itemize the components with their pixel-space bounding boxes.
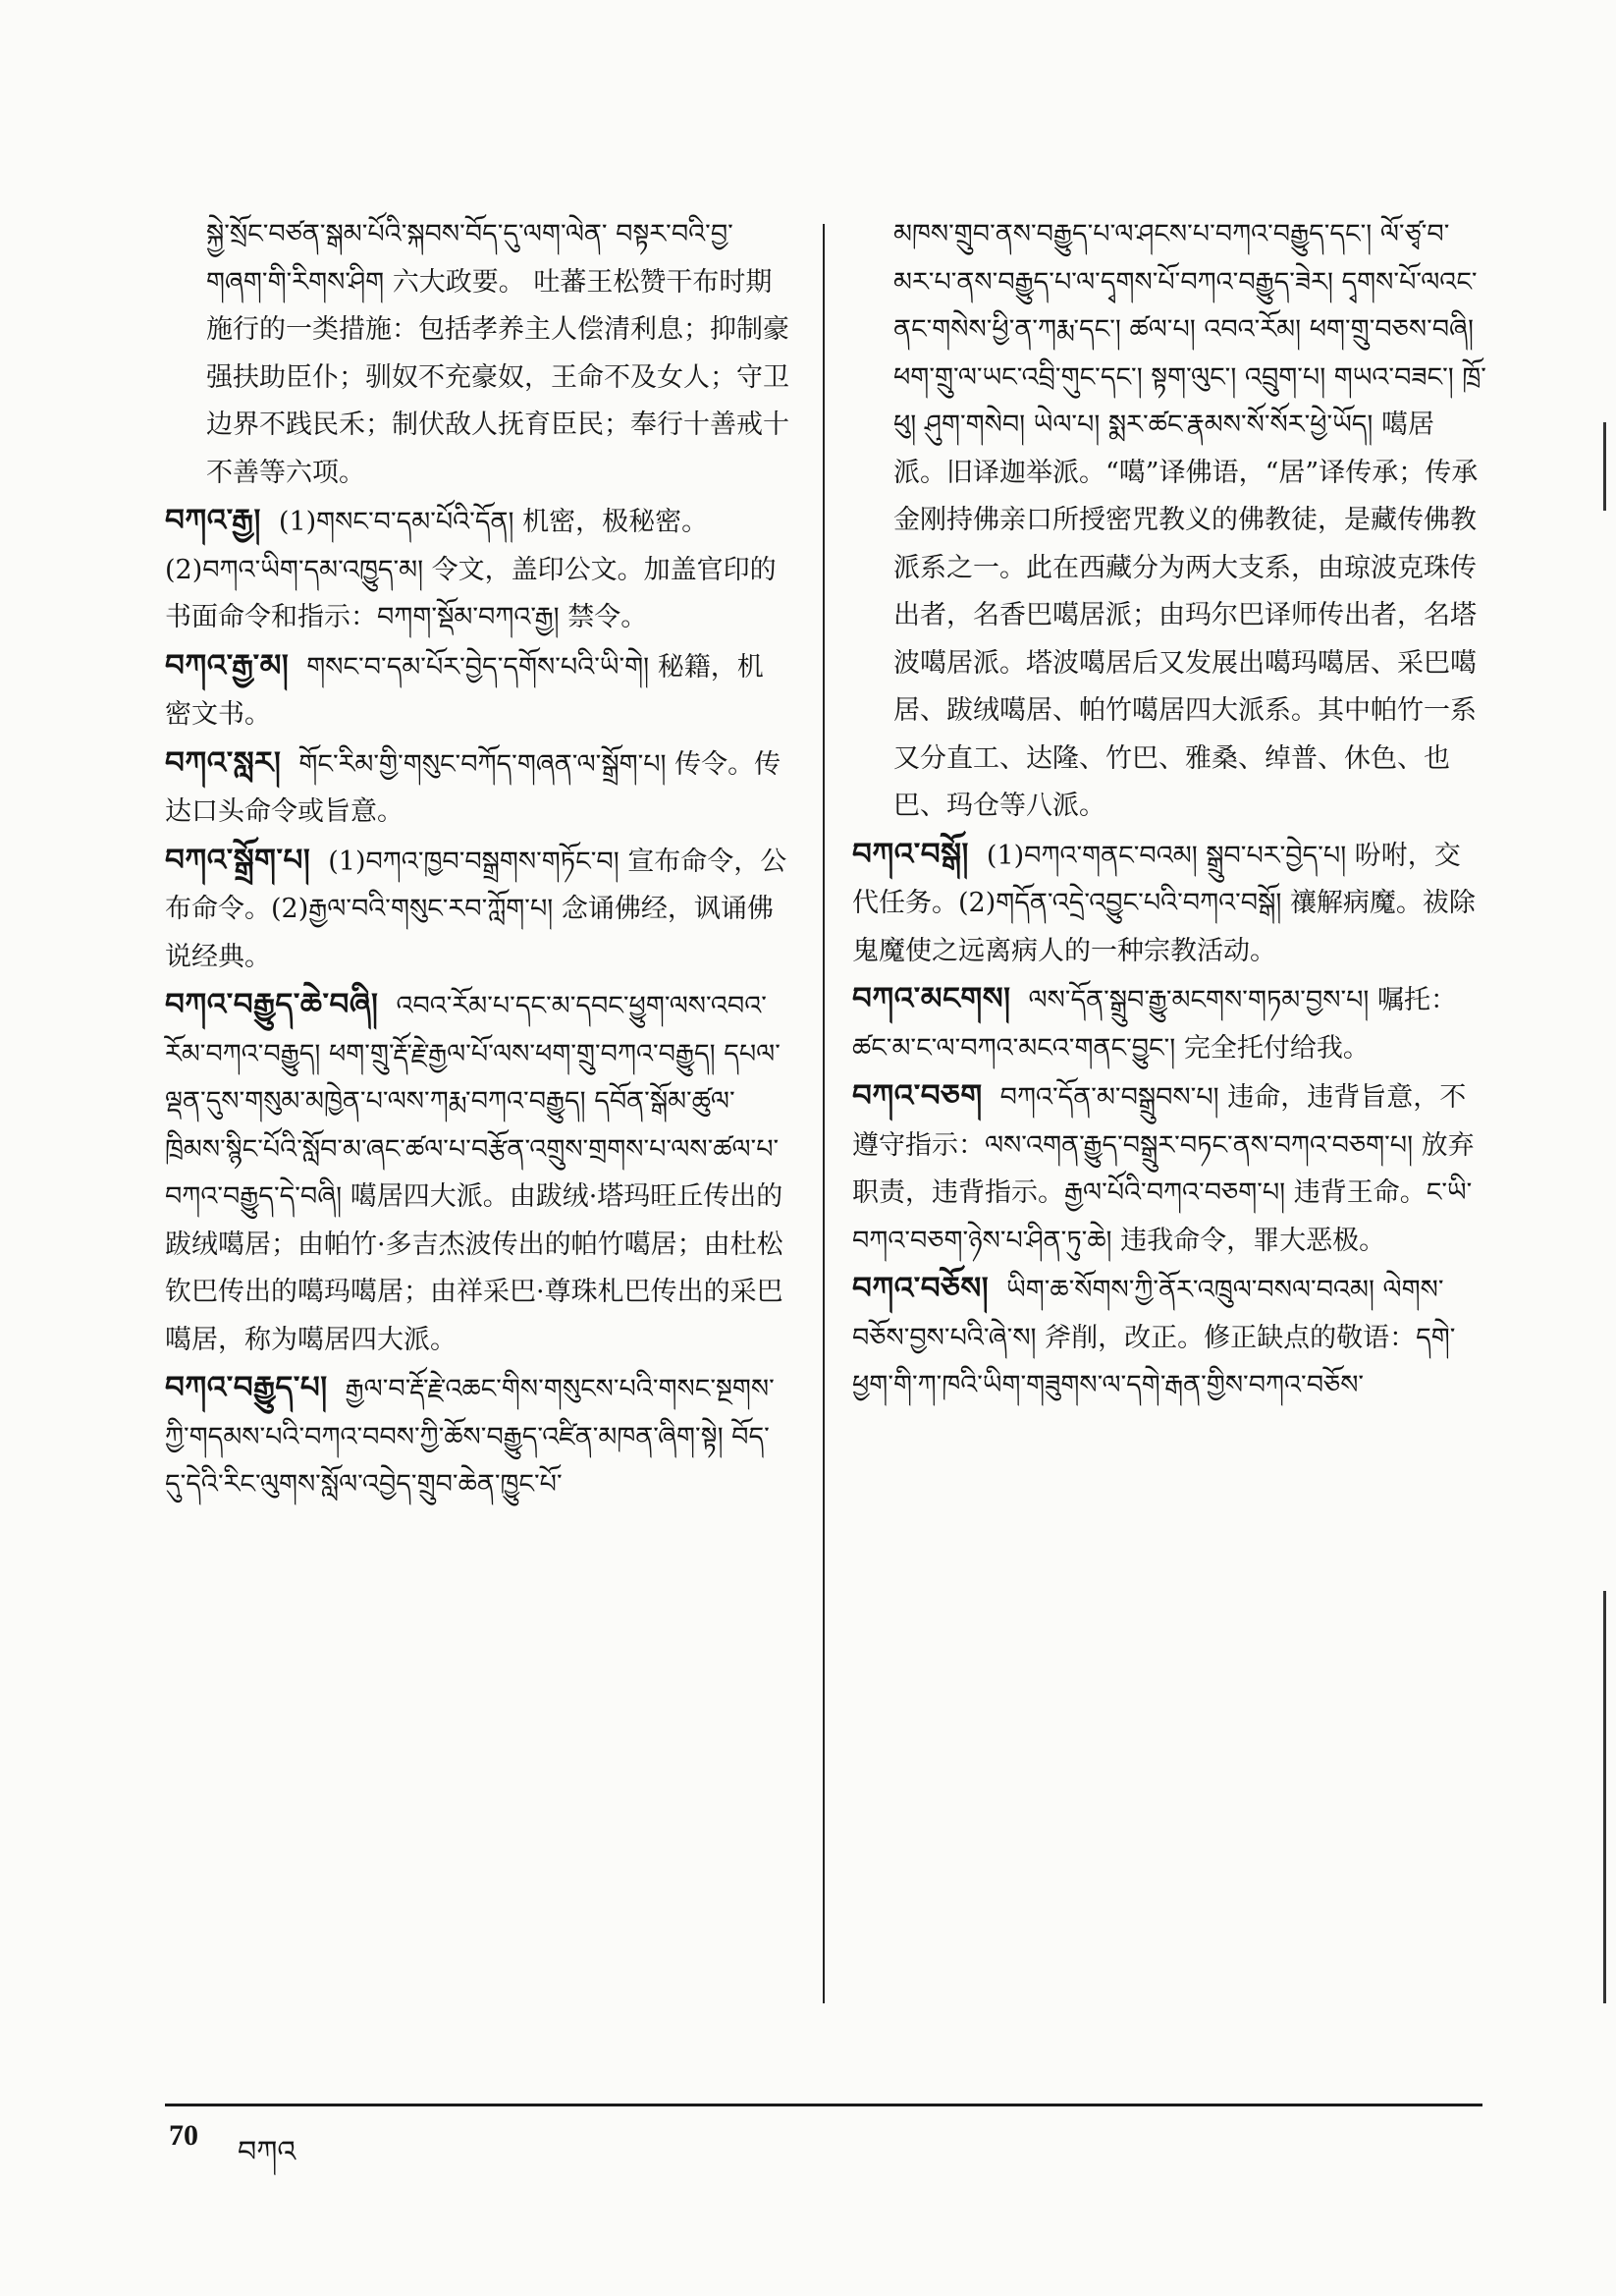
entry-text: (1)བཀའ་གནང་བའམ། སྒྲུབ་པར་བྱེད་པ། 吩咐，交代任务。(2)གདོན་འདྲེ་འབྱུང་པའི་བཀའ་བསྒོ། 禳解病魔。祓除鬼魔使之远离病人的一种宗教活动。 bbox=[852, 840, 1476, 966]
running-head: བཀའ bbox=[238, 2135, 296, 2169]
dictionary-entry bbox=[852, 831, 1486, 976]
entry-headword: བཀའ་བཅག bbox=[852, 1078, 983, 1114]
left-column bbox=[165, 211, 789, 1509]
dictionary-entry bbox=[165, 837, 789, 982]
right-column bbox=[852, 211, 1486, 1410]
dictionary-entry bbox=[165, 981, 789, 1364]
entry-text: ཡིག་ཆ་སོགས་ཀྱི་ནོར་འཁྲུལ་བསལ་བའམ། ལེགས་བཅོས་བྱས་པའི་ཞེ་ས། 斧削，改正。修正缺点的敬语：དགེ་ཕྱག་གི་ཀ་ཁའི་ཡིག་གཟུགས་ལ་དགེ་རྒན་གྱིས་བཀའ་བཅོས་ bbox=[852, 1275, 1456, 1400]
dictionary-entry bbox=[165, 497, 789, 642]
entry-text: རྒྱལ་བ་རྡོ་རྗེ་འཆང་གིས་གསུངས་པའི་གསང་སྔགས་ཀྱི་གདམས་པའི་བཀའ་བབས་ཀྱི་ཆོས་བརྒྱུད་འཛིན་མཁན་ཞིག་སྟེ། བོད་དུ་དེའི་རིང་ལུགས་སློལ་འབྱེད་གྲུབ་ཆེན་ཁྱུང་པོ་ bbox=[165, 1374, 775, 1500]
entry-text: བཀའ་དོན་མ་བསྒྲུབས་པ། 违命，违背旨意，不遵守指示：ལས་འགན་རྒྱུད་བསྒྲུར་བཏང་ནས་བཀའ་བཅག་པ། 放弃职责，违背指示。རྒྱལ་པོའི་བཀའ་བཅག་པ། 违背王命。ང་ཡི་བཀའ་བཅག་ཉེས་པ་ཤིན་ཏུ་ཆེ། 违我命令，罪大恶极。 bbox=[852, 1082, 1475, 1256]
entry-text: གོང་རིམ་གྱི་གསུང་བཀོད་གཞན་ལ་སྒྲོག་པ། 传令。传达口头命令或旨意。 bbox=[165, 748, 781, 827]
entry-headword: བཀའ་བཅོས། bbox=[852, 1271, 990, 1306]
entry-headword: བཀའ་སླར། bbox=[165, 744, 282, 781]
dictionary-entry bbox=[165, 642, 789, 739]
dictionary-entry bbox=[852, 211, 1486, 831]
dictionary-entry bbox=[165, 739, 789, 837]
dictionary-entry bbox=[852, 975, 1486, 1072]
dictionary-entry bbox=[165, 211, 789, 497]
entry-headword: བཀའ་བརྒྱུད་པ། bbox=[165, 1370, 328, 1405]
entry-text: 六大政要。 bbox=[392, 266, 525, 298]
page-number: 70 bbox=[169, 2119, 198, 2152]
entry-headword: བཀའ་བརྒྱུད་ཆེ་བཞི། bbox=[165, 987, 379, 1022]
entry-text: མཁས་གྲུབ་ནས་བརྒྱུད་པ་ལ་ཤངས་པ་བཀའ་བརྒྱུད་དང་། ལོ་ཙྭ་བ་མར་པ་ནས་བརྒྱུད་པ་ལ་དྭགས་པོ་བཀའ་བརྒྱུད་ཟེར། དྭགས་པོ་ལའང་ནང་གསེས་ཕྱི་ན་ཀརྨ་དང་། ཚལ་པ། འབའ་རོམ། ཕག་གྲུ་བཅས་བཞི། ཕག་གྲུ་ལ་ཡང་འབྲི་གུང་དང་། སྟག་ལུང་། འབྲུག་པ། གཡའ་བཟང་། ཁྲོ་ཕུ། ཤུག་གསེབ། ཡེལ་པ། སྨར་ཚང་རྣམས་སོ་སོར་ཕྱེ་ཡོད། 噶居派。旧译迦举派。“噶”译佛语，“居”译传承；传承金刚持佛亲口所授密咒教义的佛教徒，是藏传佛教派系之一。此在西藏分为两大支系，由琼波克珠传出者，名香巴噶居派；由玛尔巴译师传出者，名塔波噶居派。塔波噶居后又发展出噶玛噶居、采巴噶居、跋绒噶居、帕竹噶居四大派系。其中帕竹一系又分直工、达隆、竹巴、雅桑、绰普、休色、也巴、玛仓等八派。 bbox=[893, 219, 1486, 821]
dictionary-entry bbox=[852, 1265, 1486, 1410]
entry-text: འབའ་རོམ་པ་དང་མ་དབང་ཕྱུག་ལས་འབའ་རོམ་བཀའ་བརྒྱུད། ཕག་གྲུ་རྡོ་རྗེ་རྒྱལ་པོ་ལས་ཕག་གྲུ་བཀའ་བརྒྱུད། དཔལ་ལྡན་དུས་གསུམ་མཁྱེན་པ་ལས་ཀརྨ་བཀའ་བརྒྱུད། དབོན་སྒོམ་ཚུལ་ཁྲིམས་སྙིང་པོའི་སློབ་མ་ཞང་ཚལ་པ་བརྩོན་འགྲུས་གྲགས་པ་ལས་ཚལ་པ་བཀའ་བརྒྱུད་དེ་བཞི། 噶居四大派。由跋绒·塔玛旺丘传出的跋绒噶居；由帕竹·多吉杰波传出的帕竹噶居；由杜松钦巴传出的噶玛噶居；由祥采巴·尊珠札巴传出的采巴噶居，称为噶居四大派。 bbox=[165, 991, 783, 1355]
entry-headword: བཀའ་སྒྲོག་པ། bbox=[165, 842, 311, 878]
entry-text: (1)བཀའ་ཁྱབ་བསྒྲགས་གཏོང་བ། 宣布命令，公布命令。(2)རྒྱལ་བའི་གསུང་རབ་ཀློག་པ། 念诵佛经，讽诵佛说经典。 bbox=[165, 846, 787, 972]
entry-text: (1)གསང་བ་དམ་པོའི་དོན། 机密，极秘密。(2)བཀའ་ཡིག་དམ་འཁྱུད་མ། 令文，盖印公文。加盖官印的书面命令和指示：བཀག་སྡོམ་བཀའ་རྒྱ། 禁令。 bbox=[165, 507, 777, 632]
dictionary-entry bbox=[852, 1072, 1486, 1265]
edge-mark bbox=[1603, 1591, 1606, 2003]
entry-text: 吐蕃王松赞干布时期施行的一类措施：包括孝养主人偿清利息；抑制豪强扶助臣仆；驯奴不充豪奴，王命不及女人；守卫边界不践民禾；制伏敌人抚育臣民；奉行十善戒十不善等六项。 bbox=[206, 266, 789, 488]
entry-headword: བཀའ་བསྒོ། bbox=[852, 836, 969, 872]
footer-rule bbox=[165, 2104, 1482, 2106]
dictionary-entry bbox=[165, 1364, 789, 1509]
column-divider bbox=[823, 224, 825, 2003]
entry-text: སྐྱེ་སྲོང་བཙན་སྒམ་པོའི་སྐབས་བོད་དུ་ལག་ལེན་ bbox=[206, 219, 608, 249]
entry-headword: བཀའ་རྒྱ་མ། bbox=[165, 647, 290, 683]
entry-text: བསྟར་བའི་བྱ་གཞག་གི་རིགས་ཤིག bbox=[206, 219, 733, 298]
entry-headword: བཀའ་རྒྱ། bbox=[165, 503, 261, 538]
edge-mark bbox=[1603, 422, 1606, 511]
entry-headword: བཀའ་མངགས། bbox=[852, 981, 1011, 1016]
entry-text: གསང་བ་དམ་པོར་བྱེད་དགོས་པའི་ཡི་གེ། 秘籍，机密文书。 bbox=[165, 651, 764, 730]
entry-text: ལས་དོན་སྒྲུབ་རྒྱུ་མངགས་གཏམ་བྱས་པ། 嘱托：ཚང་མ་ང་ལ་བཀའ་མངའ་གནང་བྱུང་། 完全托付给我。 bbox=[852, 985, 1457, 1064]
